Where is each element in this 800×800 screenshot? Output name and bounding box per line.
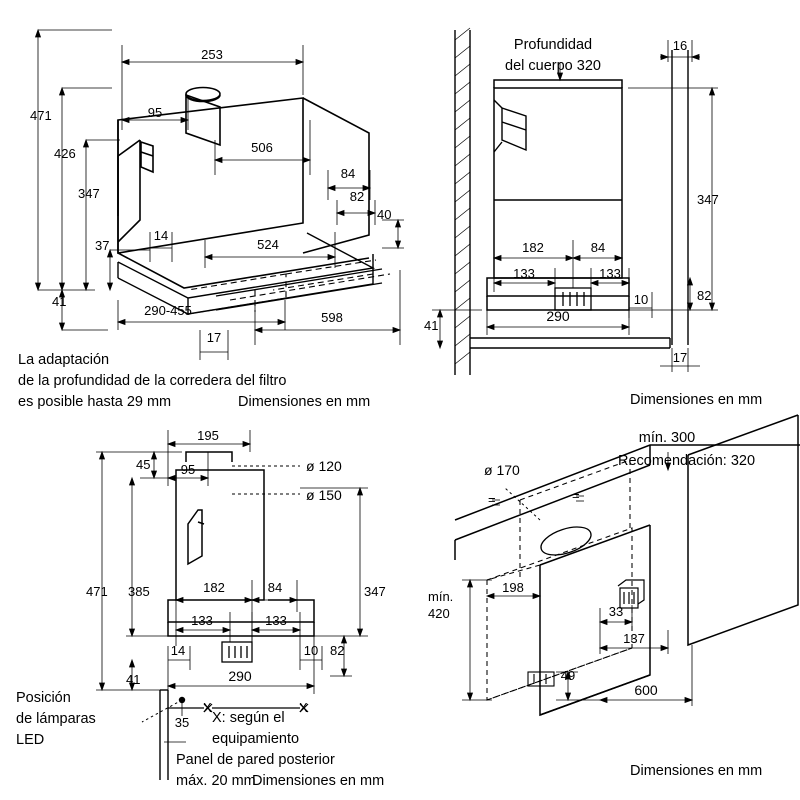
led-note-line2: de lámparas (16, 711, 96, 727)
dim-347-right: 347 (697, 192, 719, 207)
dim-253: 253 (201, 47, 223, 62)
dim-347-bl: 347 (364, 584, 386, 599)
dim-33: 33 (608, 604, 624, 619)
dim-14-bl: 14 (170, 643, 186, 658)
wall-panel-note-line2: máx. 20 mm (176, 773, 256, 789)
dim-506: 506 (251, 140, 273, 155)
dim-524: 524 (257, 237, 279, 252)
dim-41: 41 (52, 294, 67, 309)
note-adaptation-line1: La adaptación (18, 352, 110, 368)
dim-49: 49 (560, 668, 576, 683)
dim-471: 471 (30, 108, 52, 123)
dim-17: 17 (206, 330, 222, 345)
dim-471-bl: 471 (86, 584, 108, 599)
dim-290-455: 290-455 (144, 303, 192, 318)
dim-41-right: 41 (424, 318, 439, 333)
dim-133-left: 133 (513, 266, 535, 281)
dim-95: 95 (147, 105, 163, 120)
dim-82: 82 (349, 189, 365, 204)
dim-198: 198 (502, 580, 524, 595)
dim-347: 347 (78, 186, 100, 201)
dim-84: 84 (340, 166, 356, 181)
depth-header-line1: Profundidad (513, 37, 593, 53)
led-note-line1: Posición (16, 690, 71, 706)
duct-diameter-170: ø 170 (484, 462, 520, 478)
dim-37: 37 (95, 238, 110, 253)
x-marker-right-label: X (299, 700, 308, 715)
dim-84-right: 84 (590, 240, 606, 255)
note-adaptation-line3: es posible hasta 29 mm (18, 394, 172, 410)
dim-598: 598 (321, 310, 343, 325)
min-420-line2: 420 (428, 606, 450, 621)
equal-mark-1: = (488, 492, 496, 507)
recommendation-note: Recomendación: 320 (618, 453, 756, 469)
min-420-line1: mín. (428, 589, 454, 604)
dim-195: 195 (197, 428, 219, 443)
dim-182-right: 182 (522, 240, 544, 255)
dim-133-right: 133 (599, 266, 621, 281)
equal-mark-2: = (572, 488, 580, 503)
duct-diameter-150: ø 150 (306, 487, 342, 503)
units-note-top-right: Dimensiones en mm (630, 392, 763, 408)
units-note-bottom-right: Dimensiones en mm (630, 763, 763, 779)
min-300-note: mín. 300 (638, 430, 696, 446)
dim-133-bl-right: 133 (265, 613, 287, 628)
dim-137: 137 (623, 631, 645, 646)
x-note-line1: X: según el (212, 710, 285, 726)
duct-diameter-120: ø 120 (306, 458, 342, 474)
wall-panel-note-line1: Panel de pared posterior (176, 752, 335, 768)
dim-84-bl: 84 (267, 580, 283, 595)
dim-17-right: 17 (672, 350, 688, 365)
dim-95-bl: 95 (180, 462, 196, 477)
dim-10-bl: 10 (303, 643, 319, 658)
x-marker-left-label: X (203, 700, 212, 715)
dim-290-right: 290 (546, 308, 570, 324)
depth-header-line2: del cuerpo 320 (505, 58, 601, 74)
dim-16: 16 (672, 38, 688, 53)
units-note-bottom-left: Dimensiones en mm (252, 773, 385, 789)
x-note-line2: equipamiento (212, 731, 300, 747)
note-adaptation-line2: de la profundidad de la corredera del filtro (18, 373, 287, 389)
dim-41-bl: 41 (126, 672, 141, 687)
units-note-top-left: Dimensiones en mm (238, 394, 371, 410)
dim-133-bl-left: 133 (191, 613, 213, 628)
dim-82-right: 82 (697, 288, 712, 303)
dim-35: 35 (174, 715, 190, 730)
dim-182-bl: 182 (203, 580, 225, 595)
dim-600: 600 (634, 682, 658, 698)
dim-10-right: 10 (633, 292, 649, 307)
led-note-line3: LED (16, 732, 45, 748)
dim-385: 385 (128, 584, 150, 599)
dim-82-bl: 82 (330, 643, 345, 658)
dim-45: 45 (136, 457, 151, 472)
dim-14: 14 (153, 228, 169, 243)
dim-290-bl: 290 (228, 668, 252, 684)
dim-426: 426 (54, 146, 76, 161)
dim-40: 40 (377, 207, 392, 222)
